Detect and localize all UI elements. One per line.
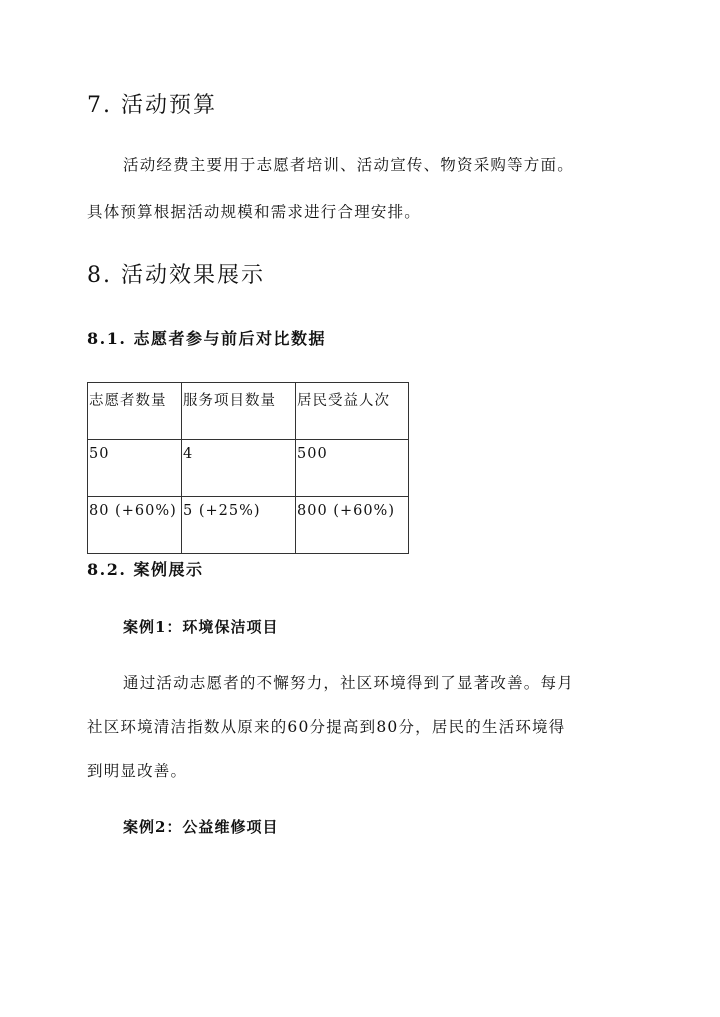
section-7-heading: 7. 活动预算 <box>87 93 217 118</box>
table-header-cell: 服务项目数量 <box>182 383 296 440</box>
case-1-paragraph-line-1: 通过活动志愿者的不懈努力，社区环境得到了显著改善。每月 <box>123 674 574 692</box>
case-1-paragraph-line-2: 社区环境清洁指数从原来的60分提高到80分，居民的生活环境得 <box>87 718 566 736</box>
table-cell: 5 (+25%) <box>182 497 296 554</box>
table-row <box>88 497 409 554</box>
case-1-paragraph-line-3: 到明显改善。 <box>87 762 188 780</box>
table-cell: 80 (+60%) <box>88 497 182 554</box>
table-cell: 500 <box>296 440 409 497</box>
section-8-heading: 8. 活动效果展示 <box>87 263 265 288</box>
table-cell: 800 (+60%) <box>296 497 409 554</box>
table-header-cell: 居民受益人次 <box>296 383 409 440</box>
table-header-row <box>88 383 409 440</box>
table-row <box>88 440 409 497</box>
case-2-title: 案例2：公益维修项目 <box>123 818 279 836</box>
case-1-title: 案例1：环境保洁项目 <box>123 618 279 636</box>
section-7-paragraph-line-1: 活动经费主要用于志愿者培训、活动宣传、物资采购等方面。 <box>123 156 574 174</box>
section-8-2-heading: 8.2. 案例展示 <box>87 560 204 579</box>
table-cell: 4 <box>182 440 296 497</box>
table-cell: 50 <box>88 440 182 497</box>
table-header-cell: 志愿者数量 <box>88 383 182 440</box>
section-8-1-heading: 8.1. 志愿者参与前后对比数据 <box>87 329 326 348</box>
comparison-table <box>87 382 409 554</box>
section-7-paragraph-line-2: 具体预算根据活动规模和需求进行合理安排。 <box>87 203 422 221</box>
